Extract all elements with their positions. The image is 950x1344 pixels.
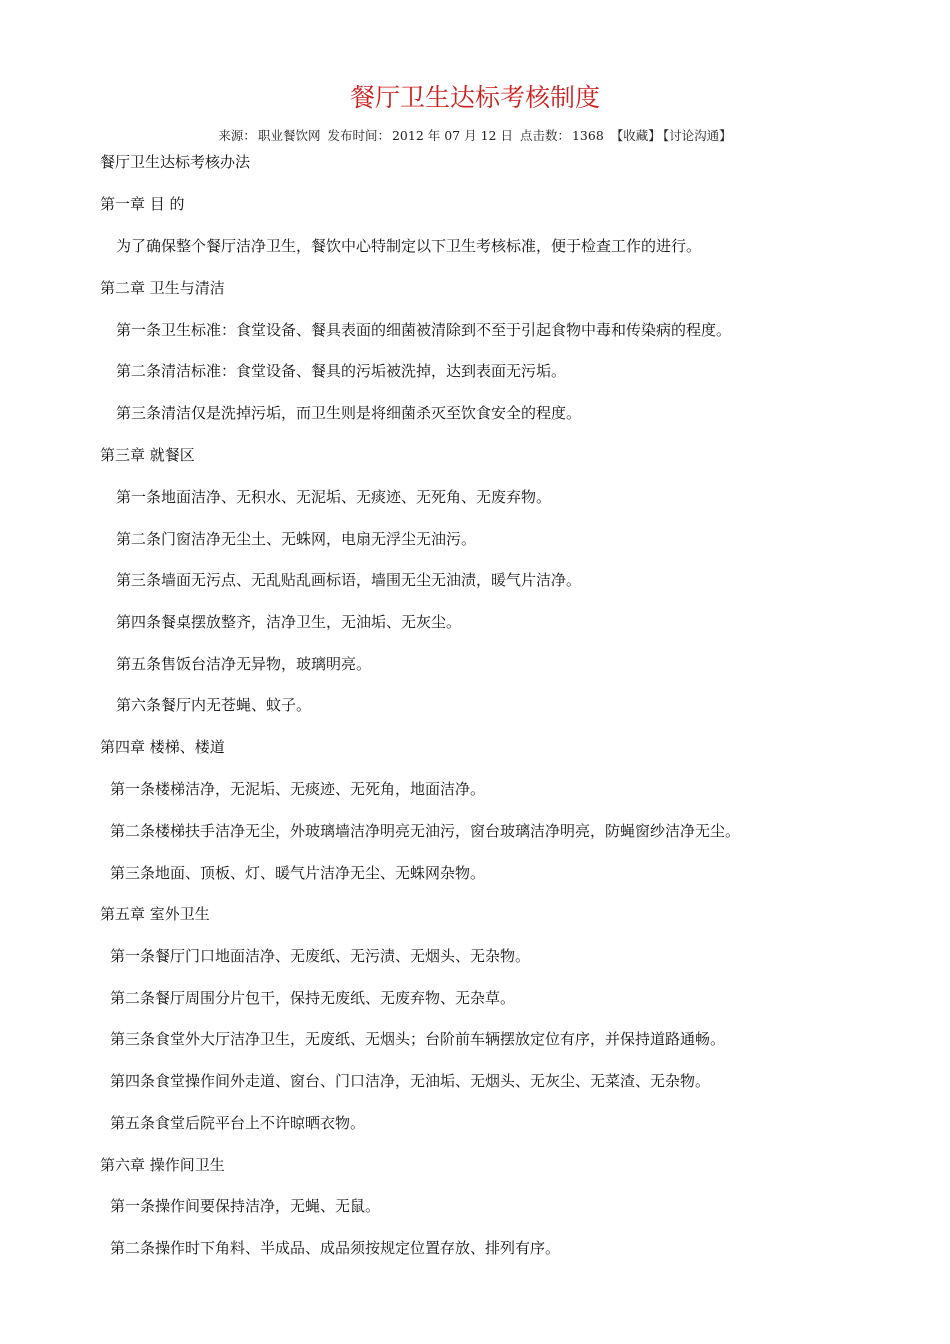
article-item: 第二条操作时下角料、半成品、成品须按规定位置存放、排列有序。 [110,1239,561,1257]
article-item: 第六条餐厅内无苍蝇、蚊子。 [116,696,312,714]
article-item: 第一条餐厅门口地面洁净、无废纸、无污渍、无烟头、无杂物。 [110,947,531,965]
article-item: 第一条楼梯洁净，无泥垢、无痰迹、无死角，地面洁净。 [110,780,486,798]
chapter-heading: 第五章 室外卫生 [100,905,210,923]
clicks-label: 点击数： [519,128,570,143]
discuss-link[interactable]: 【讨论沟通】 [662,128,732,143]
article-item: 第四条餐桌摆放整齐，洁净卫生，无油垢、无灰尘。 [116,613,462,631]
article-item: 第一条地面洁净、无积水、无泥垢、无痰迹、无死角、无废弃物。 [116,488,552,506]
article-item: 第一条卫生标准：食堂设备、餐具表面的细菌被清除到不至于引起食物中毒和传染病的程度。 [116,321,732,339]
article-item: 第三条清洁仅是洗掉污垢，而卫生则是将细菌杀灭至饮食安全的程度。 [116,404,582,422]
chapter-heading: 第一章 目 的 [100,195,185,213]
article-item: 第三条地面、顶板、灯、暖气片洁净无尘、无蛛网杂物。 [110,864,486,882]
published-date: 2012 年 07 月 12 日 [391,128,513,143]
article-item: 第二条楼梯扶手洁净无尘，外玻璃墙洁净明亮无油污，窗台玻璃洁净明亮，防蝇窗纱洁净无尘。 [110,822,741,840]
article-item: 第二条清洁标准：食堂设备、餐具的污垢被洗掉，达到表面无污垢。 [116,362,567,380]
paragraph: 为了确保整个餐厅洁净卫生，餐饮中心特制定以下卫生考核标准，便于检查工作的进行。 [116,237,702,255]
chapter-heading: 第三章 就餐区 [100,446,195,464]
article-item: 第二条餐厅周围分片包干，保持无废纸、无废弃物、无杂草。 [110,989,516,1007]
source-label: 来源： [218,128,256,143]
chapter-heading: 第六章 操作间卫生 [100,1156,225,1174]
article-item: 第五条食堂后院平台上不许晾晒衣物。 [110,1114,366,1132]
article-item: 第四条食堂操作间外走道、窗台、门口洁净，无油垢、无烟头、无灰尘、无菜渣、无杂物。 [110,1072,711,1090]
article-item: 第五条售饭台洁净无异物，玻璃明亮。 [116,655,372,673]
article-item: 第一条操作间要保持洁净，无蝇、无鼠。 [110,1197,381,1215]
click-count: 1368 [571,128,604,143]
article-item: 第三条食堂外大厅洁净卫生，无废纸、无烟头；台阶前车辆摆放定位有序，并保持道路通畅。 [110,1030,726,1048]
chapter-heading: 第二章 卫生与清洁 [100,279,225,297]
article-item: 第三条墙面无污点、无乱贴乱画标语，墙围无尘无油渍，暖气片洁净。 [116,571,582,589]
article-meta [0,127,950,145]
document-title: 餐厅卫生达标考核制度 [349,83,600,112]
chapter-heading: 第四章 楼梯、楼道 [100,738,225,756]
article-item: 第二条门窗洁净无尘土、无蛛网，电扇无浮尘无油污。 [116,530,477,548]
published-label: 发布时间： [327,128,390,143]
favorite-link[interactable]: 【收藏】 [610,128,661,143]
subtitle-line: 餐厅卫生达标考核办法 [100,153,251,171]
source-name: 职业餐饮网 [257,128,321,143]
